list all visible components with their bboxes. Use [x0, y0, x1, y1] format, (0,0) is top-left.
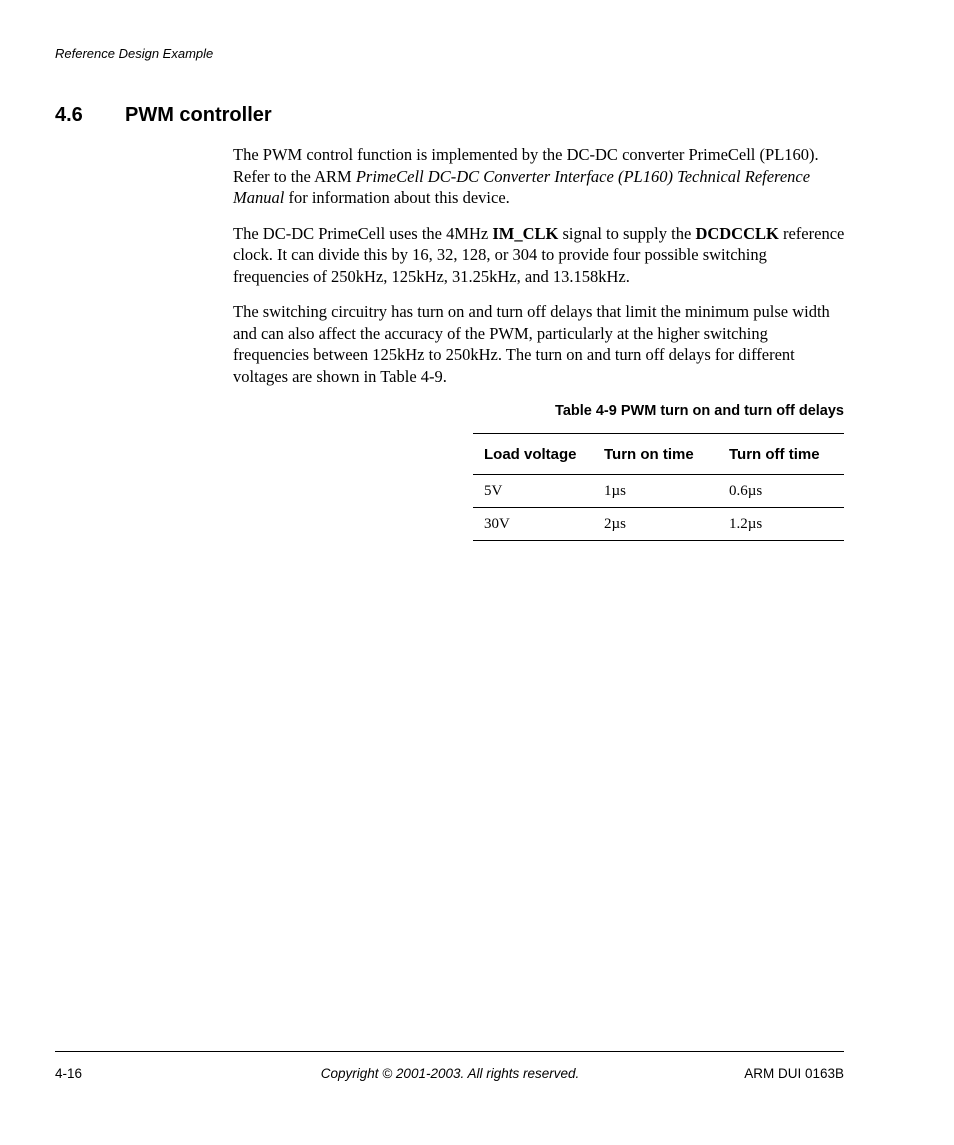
header-load-voltage: Load voltage: [473, 434, 593, 475]
section-title: PWM controller: [125, 104, 272, 126]
pwm-delay-table: [473, 433, 844, 541]
footer-divider: [55, 1051, 844, 1052]
paragraph-2-text-c: reference clock. It can divide this by 16, 32, 128, or 304 to provide four possible switching frequencies of 250kHz, 125kHz, 31.25kHz, and 13.158kHz.: [233, 223, 845, 286]
paragraph-2: [233, 223, 845, 288]
table-header-row: [473, 434, 844, 475]
section-number: 4.6: [55, 104, 83, 126]
document-id: ARM DUI 0163B: [744, 1066, 844, 1081]
paragraph-2-text-b: signal to supply the: [558, 223, 696, 243]
running-header: Reference Design Example: [55, 46, 214, 61]
copyright-notice: Copyright © 2001-2003. All rights reserved.: [320, 1066, 580, 1081]
header-turn-on-time: Turn on time: [593, 434, 718, 475]
manual-title: PrimeCell DC-DC Converter Interface (PL160) Technical Reference Manual: [233, 166, 811, 207]
signal-dcdcclk: DCDCCLK: [695, 223, 779, 243]
signal-im-clk: IM_CLK: [492, 223, 559, 243]
cell-turn-off-time: 1.2µs: [718, 508, 844, 541]
table-row: [473, 475, 844, 508]
cell-turn-off-time: 0.6µs: [718, 475, 844, 508]
header-turn-off-time: Turn off time: [718, 434, 844, 475]
page-number: 4-16: [55, 1066, 83, 1081]
table-row: [473, 508, 844, 541]
paragraph-3: The switching circuitry has turn on and turn off delays that limit the minimum pulse width and can also affect the accuracy of the PWM, particularly at the higher switching frequencies between 125kHz to 250kHz. The turn on and turn off delays for different voltages are shown in Table 4-9.: [233, 302, 830, 386]
paragraph-2-text-a: The DC-DC PrimeCell uses the 4MHz: [233, 223, 493, 243]
body-text: [233, 144, 845, 401]
paragraph-1: [233, 144, 845, 209]
section-heading: [55, 104, 272, 127]
cell-load-voltage: 5V: [473, 475, 593, 508]
table-caption: Table 4-9 PWM turn on and turn off delays: [555, 403, 844, 419]
cell-load-voltage: 30V: [473, 508, 593, 541]
paragraph-1-text-a: The PWM control function is implemented by the DC-DC converter PrimeCell (PL160). Refer to the ARM: [233, 145, 819, 186]
cell-turn-on-time: 2µs: [593, 508, 718, 541]
paragraph-1-text-b: for information about this device.: [284, 188, 510, 207]
cell-turn-on-time: 1µs: [593, 475, 718, 508]
